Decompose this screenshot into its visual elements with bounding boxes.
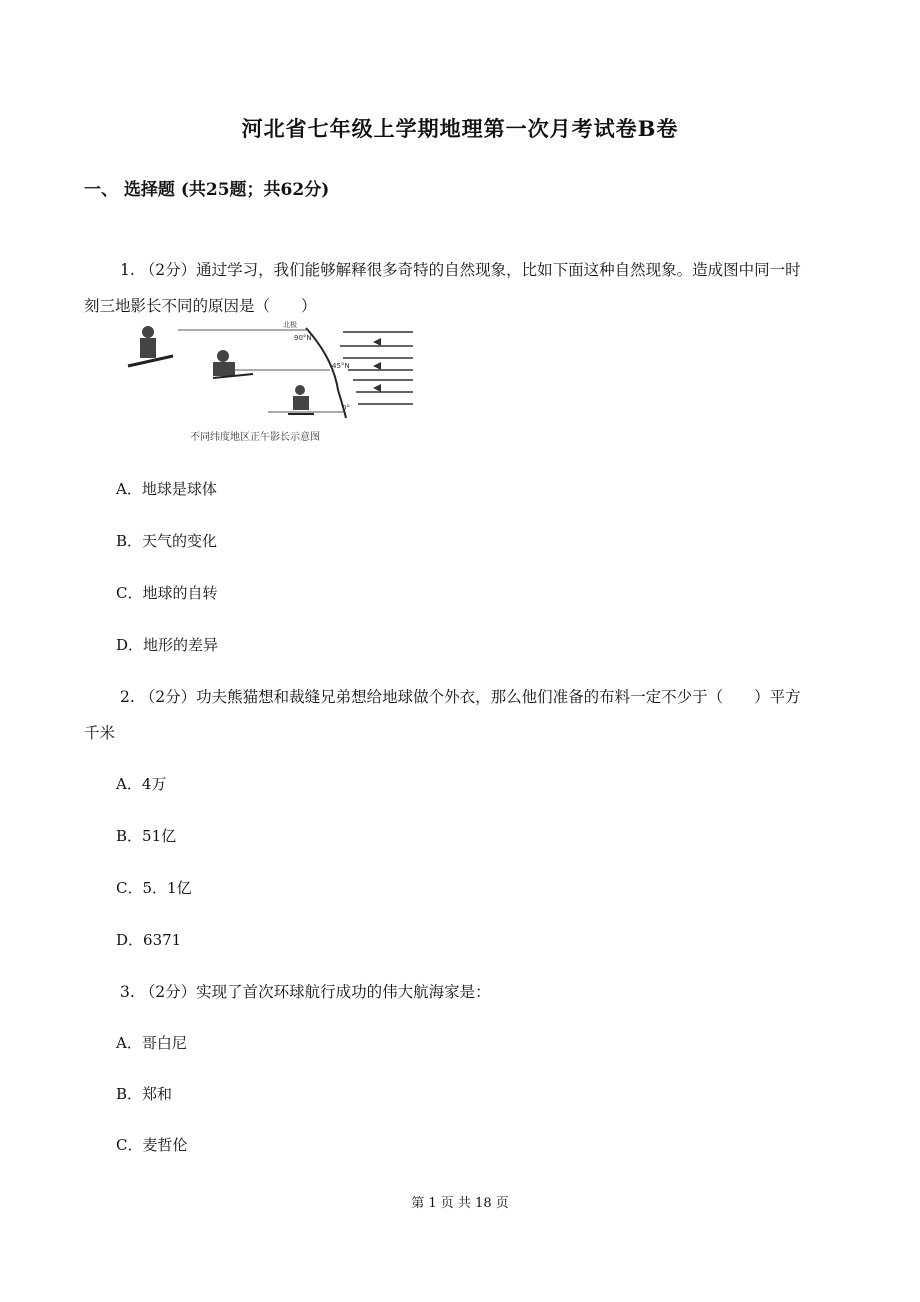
figure-caption: 不同纬度地区正午影长示意图 (190, 432, 320, 443)
label-90n: 90°N (294, 334, 312, 342)
section-heading: 一、 选择题 (共25题；共62分) (84, 180, 330, 200)
label-north-pole: 北极 (283, 321, 297, 329)
q1-option-a[interactable]: A．地球是球体 (116, 480, 217, 498)
q2-option-d[interactable]: D．6371 (116, 931, 182, 949)
q1-option-d[interactable]: D．地形的差异 (116, 636, 219, 654)
label-45n: 45°N (332, 362, 350, 370)
question-2-line1: 2. （2分）功夫熊猫想和裁缝兄弟想给地球做个外衣，那么他们准备的布料一定不少于（ ）平方 (120, 688, 801, 706)
shadow-length-figure (118, 318, 418, 448)
q1-option-c[interactable]: C．地球的自转 (116, 584, 218, 602)
q2-option-c[interactable]: C．5．1亿 (116, 879, 192, 897)
question-2-line2: 千米 (84, 724, 116, 742)
label-0: 0° (342, 404, 350, 412)
question-1-line1: 1. （2分）通过学习，我们能够解释很多奇特的自然现象，比如下面这种自然现象。造成图中同一时 (120, 261, 801, 279)
page-footer: 第 1 页 共 18 页 (411, 1196, 509, 1211)
earth-arc (306, 328, 346, 418)
q2-option-a[interactable]: A．4万 (116, 775, 167, 793)
q2-option-b[interactable]: B．51亿 (116, 827, 177, 845)
q3-option-a[interactable]: A．哥白尼 (116, 1034, 187, 1052)
q1-option-b[interactable]: B．天气的变化 (116, 532, 218, 550)
question-1-line2: 刻三地影长不同的原因是（ ） (84, 297, 317, 315)
q3-option-c[interactable]: C．麦哲伦 (116, 1136, 188, 1154)
q3-option-b[interactable]: B．郑和 (116, 1085, 173, 1103)
page-title: 河北省七年级上学期地理第一次月考试卷B卷 (241, 116, 679, 141)
figure-polar (128, 326, 173, 366)
figure-svg (118, 318, 418, 448)
figure-midlat (213, 350, 253, 378)
question-3-line1: 3. （2分）实现了首次环球航行成功的伟大航海家是： (120, 983, 491, 1001)
figure-equator (288, 385, 314, 414)
